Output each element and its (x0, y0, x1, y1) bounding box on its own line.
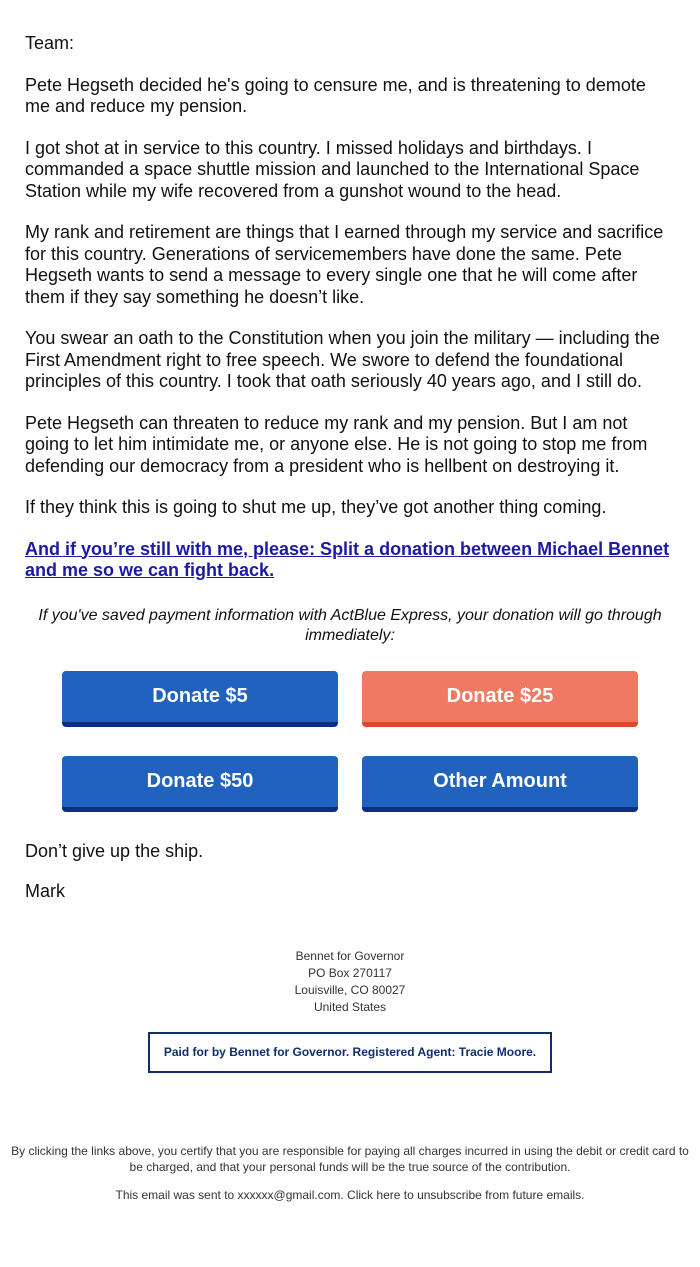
donate-50-button[interactable]: Donate $50 (62, 756, 338, 812)
donation-cta-link[interactable]: And if you’re still with me, please: Split a donation between Michael Bennet and me so we can fight back. (25, 538, 670, 580)
paragraph: If they think this is going to shut me up, they’ve got another thing coming. (25, 497, 607, 517)
unsubscribe-notice[interactable]: This email was sent to xxxxxx@gmail.com. Click here to unsubscribe from future emails. (115, 1187, 585, 1202)
address-line: PO Box 270117 (308, 965, 392, 980)
greeting: Team: (25, 33, 75, 53)
other-amount-button[interactable]: Other Amount (362, 756, 638, 812)
address-line: United States (313, 999, 387, 1014)
actblue-express-note: If you've saved payment information with ActBlue Express, your donation will go through immediately: (38, 606, 662, 644)
paid-for-disclaimer: Paid for by Bennet for Governor. Registered Agent: Tracie Moore. (148, 1032, 552, 1073)
donate-25-button[interactable]: Donate $25 (362, 671, 638, 727)
donate-5-button[interactable]: Donate $5 (62, 671, 338, 727)
legal-notice: By clicking the links above, you certify that you are responsible for paying all charges incurred in using the debit or credit card to be charged, and that your personal funds will be the true source of the contribution. (11, 1143, 689, 1174)
mailing-address (0, 948, 700, 1016)
address-line: Bennet for Governor (295, 948, 405, 963)
paragraph: Pete Hegseth can threaten to reduce my rank and my pension. But I am not going to let him intimidate me, or anyone else. He is not going to stop me from defending our democracy from a president who is hellbent on destroying it. (25, 412, 648, 476)
address-line: Louisville, CO 80027 (294, 982, 406, 997)
paragraph: Pete Hegseth decided he's going to censure me, and is threatening to demote me and reduce my pension. (25, 74, 646, 116)
paragraph: My rank and retirement are things that I earned through my service and sacrifice for this country. Generations of servicemembers have done the same. Pete Hegseth wants to send a message to every single one that he will come after them if they say something he doesn’t like. (25, 222, 664, 307)
paragraph: You swear an oath to the Constitution when you join the military — including the First Amendment right to free speech. We swore to defend the foundational principles of this country. I took that oath seriously 40 years ago, and I still do. (25, 328, 660, 391)
footer (0, 948, 700, 1203)
donate-button-grid (25, 671, 675, 817)
closing-line: Don’t give up the ship. (25, 840, 204, 861)
signature: Mark (25, 881, 65, 901)
paragraph: I got shot at in service to this country. I missed holidays and birthdays. I commanded a space shuttle mission and launched to the International Space Station while my wife recovered from a gunshot wound to the head. (25, 137, 640, 201)
